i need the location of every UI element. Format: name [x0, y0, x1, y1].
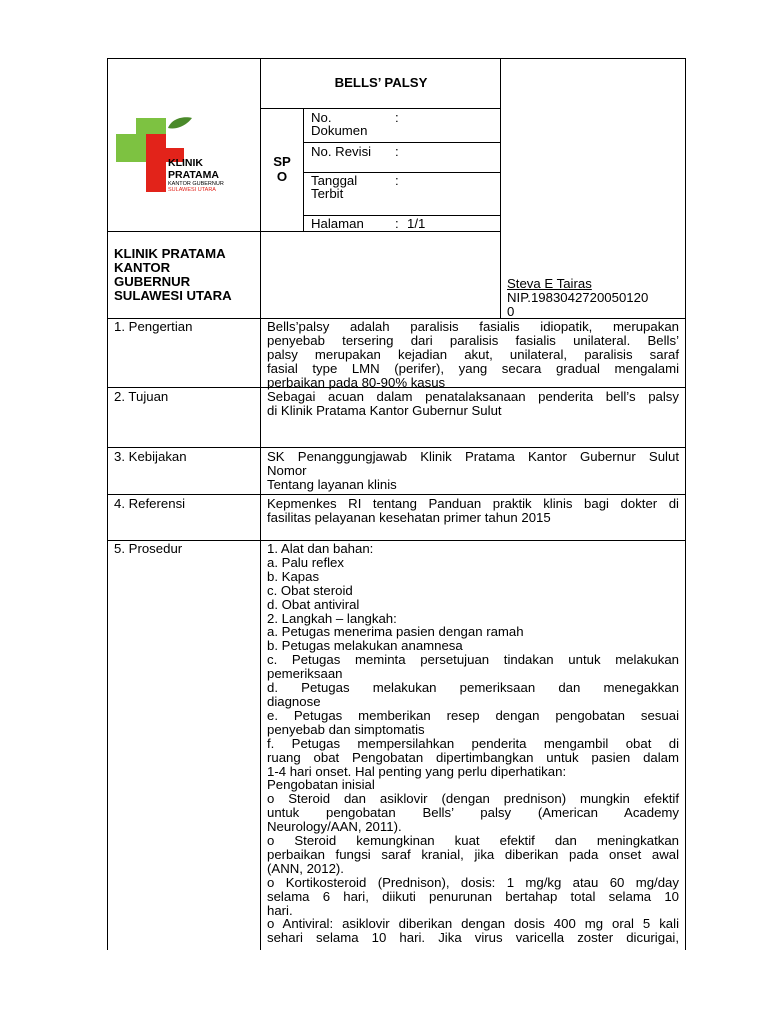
- section-line: palsy merupakan kejadian akut, unilateral, paralisis saraf: [267, 346, 679, 362]
- field-halaman-value: 1/1: [407, 216, 426, 231]
- section-line: pemeriksaan: [267, 666, 343, 682]
- logo-text-pratama: PRATAMA: [168, 169, 219, 181]
- row-rule-3: [107, 447, 686, 448]
- field-no-dokumen-sep: :: [395, 110, 399, 125]
- spo-label-line1: SP: [273, 154, 291, 169]
- field-no-dokumen-label2: Dokumen: [311, 123, 368, 138]
- section-line: di Klinik Pratama Kantor Gubernur Sulut: [267, 402, 502, 418]
- signer-nip-cont: 0: [507, 304, 515, 319]
- section-line: sehari selama 10 hari. Jika virus varicella zoster dicurigai,: [267, 930, 679, 946]
- signer-name: Steva E Tairas: [507, 276, 592, 291]
- section-line: (ANN, 2012).: [267, 860, 344, 876]
- section-label-prosedur: 5. Prosedur: [114, 541, 183, 556]
- section-line: fasilitas pelayanan kesehatan primer tahun 2015: [267, 509, 551, 525]
- section-line: o Kortikosteroid (Prednison), dosis: 1 mg/kg atau 60 mg/day: [267, 874, 679, 890]
- section-line: a. Petugas menerima pasien dengan ramah: [267, 624, 524, 640]
- section-label-referensi: 4. Referensi: [114, 496, 186, 511]
- section-line: Sebagai acuan dalam penatalaksanaan penderita bell’s palsy: [267, 389, 679, 404]
- section-line: penyebab tersering dari paralisis fasialis unilateral. Bells’: [267, 332, 679, 348]
- section-line: d. Obat antiviral: [267, 596, 360, 612]
- field-rule-1: [303, 142, 501, 143]
- section-label-pengertian: 1. Pengertian: [114, 319, 193, 334]
- spo-label-line2: O: [276, 169, 288, 184]
- table-border-right: [685, 58, 686, 950]
- logo-text-kantor: KANTOR GUBERNUR: [168, 181, 224, 187]
- col-divider-right: [500, 58, 501, 318]
- section-body-prosedur: [267, 542, 679, 945]
- section-line: c. Petugas meminta persetujuan tindakan untuk melakukan: [267, 652, 679, 668]
- row-rule-4: [107, 494, 686, 495]
- section-body-pengertian: [267, 320, 679, 390]
- spo-divider: [303, 108, 304, 231]
- signer-nip: NIP.1983042720050120: [507, 290, 649, 305]
- section-line: a. Palu reflex: [267, 554, 344, 570]
- section-label-tujuan: 2. Tujuan: [114, 389, 169, 404]
- section-line: o Antiviral: asiklovir diberikan dengan dosis 400 mg oral 5 kali: [267, 916, 679, 932]
- org-name-line1: KLINIK PRATAMA: [114, 246, 226, 261]
- section-line: Nomor: [267, 462, 307, 478]
- table-border-top: [107, 58, 686, 59]
- org-name-line3: GUBERNUR: [114, 274, 191, 289]
- clinic-logo: [112, 116, 262, 196]
- header-rule: [107, 231, 501, 232]
- section-line: o Steroid dan asiklovir (dengan prednison) mungkin efektif: [267, 791, 679, 807]
- section-line: f. Petugas mempersilahkan penderita mengambil obat di: [267, 735, 679, 751]
- section-line: SK Penanggungjawab Klinik Pratama Kantor Gubernur Sulut: [267, 449, 679, 464]
- section-label-kebijakan: 3. Kebijakan: [114, 449, 187, 464]
- field-tanggal-label: Tanggal: [311, 173, 358, 188]
- section-line: o Steroid kemungkinan kuat efektif dan meningkatkan: [267, 833, 679, 849]
- section-line: perbaikan fungsi saraf kranial, jika diberikan pada onset awal: [267, 846, 679, 862]
- section-line: penyebab dan simptomatis: [267, 721, 425, 737]
- logo-text-klinik: KLINIK: [168, 157, 203, 169]
- field-no-dokumen-label: No.: [311, 110, 332, 125]
- org-name-line2: KANTOR: [114, 260, 171, 275]
- section-line: perbaikan pada 80-90% kasus: [267, 374, 446, 390]
- section-line: fasial type LMN (perifer), yang secara gradual mengalami: [267, 360, 679, 376]
- section-line: Kepmenkes RI tentang Panduan praktik klinis bagi dokter di: [267, 496, 679, 511]
- section-line: e. Petugas memberikan resep dengan pengobatan sesuai: [267, 707, 679, 723]
- section-body-referensi: [267, 497, 679, 525]
- field-no-revisi-label: No. Revisi: [311, 144, 372, 159]
- section-line: d. Petugas melakukan pemeriksaan dan menegakkan: [267, 680, 679, 696]
- org-name-line4: SULAWESI UTARA: [114, 288, 232, 303]
- section-line: selama 6 hari, diikuti penurunan bertahap total selama 10: [267, 888, 679, 904]
- section-line: Bells’palsy adalah paralisis fasialis idiopatik, merupakan: [267, 319, 679, 334]
- section-line: b. Kapas: [267, 568, 320, 584]
- document-title: BELLS’ PALSY: [334, 75, 428, 90]
- section-line: Tentang layanan klinis: [267, 476, 397, 492]
- logo-text-sulawesi: SULAWESI UTARA: [168, 187, 216, 193]
- field-tanggal-label2: Terbit: [311, 186, 344, 201]
- section-line: hari.: [267, 902, 293, 918]
- field-tanggal-sep: :: [395, 173, 399, 188]
- table-border-left: [107, 58, 108, 950]
- section-line: 1. Alat dan bahan:: [267, 541, 374, 556]
- section-line: untuk pengobatan Bells’ palsy (American Academy: [267, 805, 679, 821]
- section-line: Pengobatan inisial: [267, 777, 375, 793]
- section-line: Neurology/AAN, 2011).: [267, 819, 402, 835]
- section-line: ruang obat Pengobatan dipertimbangkan untuk pasien dalam: [267, 749, 679, 765]
- section-line: 1-4 hari onset. Hal penting yang perlu diperhatikan:: [267, 763, 567, 779]
- section-body-tujuan: [267, 390, 679, 418]
- section-line: c. Obat steroid: [267, 582, 353, 598]
- field-no-revisi-sep: :: [395, 144, 399, 159]
- title-rule: [260, 108, 501, 109]
- section-line: b. Petugas melakukan anamnesa: [267, 638, 463, 654]
- section-line: 2. Langkah – langkah:: [267, 610, 397, 626]
- field-halaman-sep: :: [395, 216, 399, 231]
- field-halaman-label: Halaman: [311, 216, 364, 231]
- section-line: diagnose: [267, 693, 321, 709]
- row-rule-5: [107, 540, 686, 541]
- section-body-kebijakan: [267, 450, 679, 492]
